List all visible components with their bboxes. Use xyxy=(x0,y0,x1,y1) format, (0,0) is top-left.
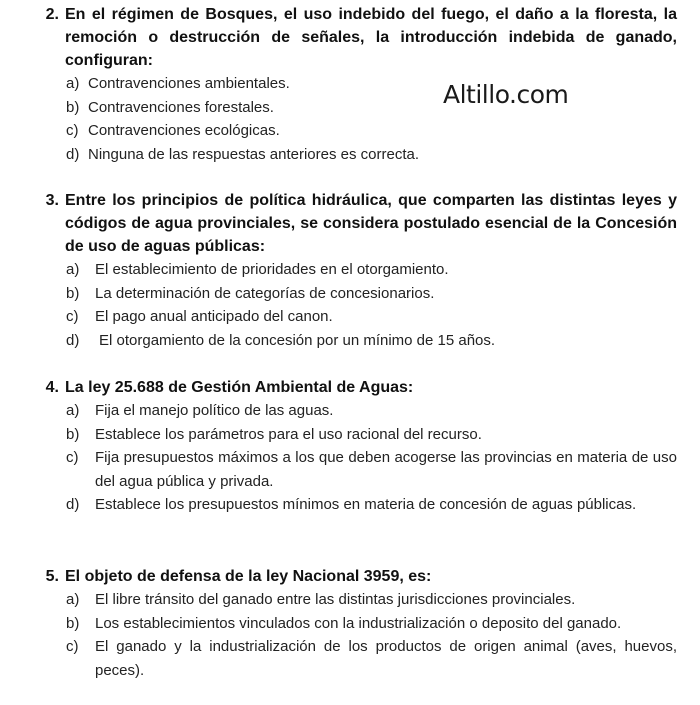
option-text: El establecimiento de prioridades en el otorgamiento. xyxy=(95,261,449,278)
question-number: 5. xyxy=(45,568,59,585)
option-letter: c) xyxy=(66,308,79,325)
question-5 xyxy=(0,565,700,682)
option-letter: d) xyxy=(66,496,80,513)
question-4 xyxy=(0,376,700,517)
option-letter: b) xyxy=(66,614,80,632)
option-d xyxy=(0,493,700,517)
option-text: El otorgamiento de la concesión por un mínimo de 15 años. xyxy=(99,331,496,349)
option-letter: b) xyxy=(66,425,80,443)
option-d xyxy=(0,329,700,353)
option-text: Los establecimientos vinculados con la industrialización o deposito del ganado. xyxy=(95,614,622,632)
option-text: El ganado y la industrialización de los productos de origen animal (aves, huevos, peces). xyxy=(95,638,677,679)
option-letter: a) xyxy=(66,402,80,419)
question-text: En el régimen de Bosques, el uso indebido del fuego, el daño a la floresta, la remoción o destrucción de señales, la introducción indebida de ganado, configuran: xyxy=(65,6,677,69)
option-a xyxy=(0,258,700,282)
question-number: 4. xyxy=(45,379,59,396)
question-text: La ley 25.688 de Gestión Ambiental de Aguas: xyxy=(65,379,414,396)
option-letter: a) xyxy=(66,75,80,92)
option-text: Contravenciones ambientales. xyxy=(88,75,290,92)
option-letter: a) xyxy=(66,261,80,278)
question-text: El objeto de defensa de la ley Nacional 3959, es: xyxy=(65,568,432,585)
option-text: Fija el manejo político de las aguas. xyxy=(95,402,334,419)
option-b xyxy=(0,282,700,306)
option-letter: c) xyxy=(66,638,79,655)
option-a xyxy=(0,588,700,612)
option-text: Establece los presupuestos mínimos en materia de concesión de aguas públicas. xyxy=(95,496,637,513)
option-text: Ninguna de las respuestas anteriores es correcta. xyxy=(88,145,420,163)
option-text: Fija presupuestos máximos a los que deben acogerse las provincias en materia de uso del agua pública y privada. xyxy=(95,449,677,490)
question-number: 3. xyxy=(45,192,59,209)
option-text: Establece los parámetros para el uso racional del recurso. xyxy=(95,425,482,443)
question-number: 2. xyxy=(45,6,59,23)
question-3 xyxy=(0,189,700,352)
option-text: Contravenciones forestales. xyxy=(88,98,274,116)
option-b xyxy=(0,96,700,120)
option-letter: b) xyxy=(66,284,80,302)
option-c xyxy=(0,119,700,143)
option-c xyxy=(0,305,700,329)
option-letter: c) xyxy=(66,122,79,139)
option-text: La determinación de categorías de concesionarios. xyxy=(95,284,435,302)
option-letter: d) xyxy=(66,331,80,349)
option-b xyxy=(0,612,700,636)
option-c xyxy=(0,446,700,493)
option-a xyxy=(0,399,700,423)
option-b xyxy=(0,423,700,447)
option-text: El libre tránsito del ganado entre las distintas jurisdicciones provinciales. xyxy=(95,591,576,608)
option-text: Contravenciones ecológicas. xyxy=(88,122,280,139)
question-2 xyxy=(0,3,700,166)
option-text: El pago anual anticipado del canon. xyxy=(95,308,333,325)
watermark-text: Altillo.com xyxy=(443,80,569,109)
option-letter: c) xyxy=(66,449,79,466)
question-text: Entre los principios de política hidráulica, que comparten las distintas leyes y códigos de agua provinciales, se considera postulado esencial de la Concesión de uso de aguas públicas: xyxy=(65,192,677,255)
option-letter: b) xyxy=(66,98,80,116)
option-letter: d) xyxy=(66,145,80,163)
option-c xyxy=(0,635,700,682)
option-d xyxy=(0,143,700,167)
option-a xyxy=(0,72,700,96)
option-letter: a) xyxy=(66,591,80,608)
